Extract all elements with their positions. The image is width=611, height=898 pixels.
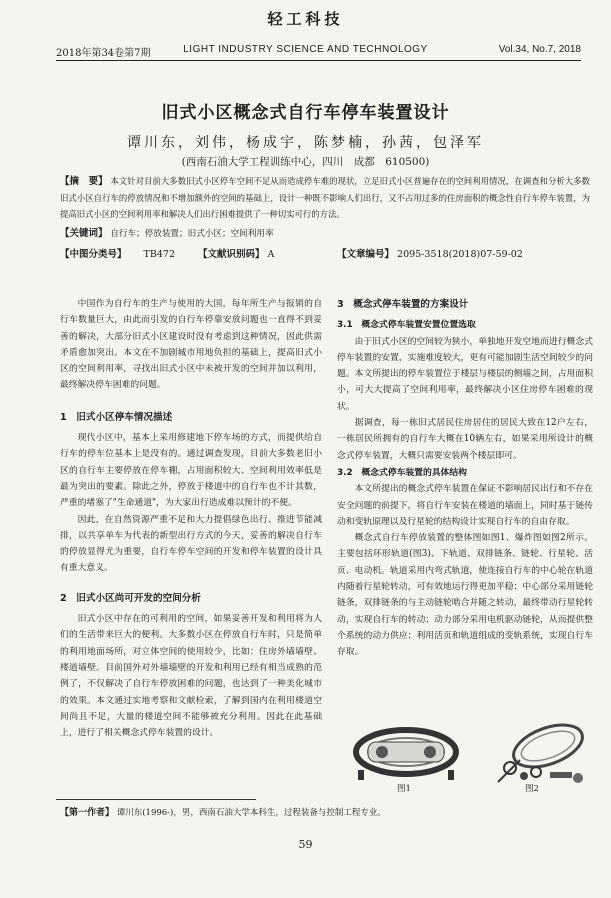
intro-paragraph: 中国作为自行车的生产与使用的大国，每年所生产与报销的自行车数量巨大，由此而引发的自行车停靠安放问题也一直得不到妥善的解决，大部分旧式小区建设时没有考虑到这种情况，因此供需矛盾愈加突出。本文在不加剧城市用地负担的基础上，提高旧式小区的空间利用率，寻找出旧式小区中未被开发的空间并加以利用，最终解决停车困难的问题。: [60, 299, 322, 391]
figure-2-caption: 图2: [525, 784, 539, 794]
section-3-1-heading: 3.1 概念式停车装置安置位置选取: [337, 320, 476, 331]
doc-code-value: A: [267, 249, 275, 260]
section-3-heading: 3 概念式停车装置的方案设计: [337, 299, 469, 310]
section-1-paragraph-1: 现代小区中，基本上采用修建地下停车场的方式，而提供给自行车的停车位基本上是没有的。通过调查发现，目前大多数老旧小区的自行车主要停放在停车棚，占用面积较大、空间利用效率低是最为突出的要素。除此之外，停放于楼道中的自行车也不计其数，严重的堵塞了"生命通道"，为大家出行造成难以预计的不便。: [60, 433, 322, 509]
article-title: 旧式小区概念式自行车停车装置设计: [161, 103, 450, 123]
right-column: [337, 297, 593, 661]
figures-area: [340, 720, 595, 790]
keywords: [60, 225, 590, 239]
footnote: [60, 805, 386, 818]
journal-name: 轻工科技: [267, 10, 344, 28]
section-3-2-paragraph-2: 概念式自行车停放装置的整体图如图1、爆炸图如图2所示。主要包括环形轨道(图3)、下轨道、双排链条、链轮、行星轮、活页、电动机。轨道采用内弯式轨道，使连接自行车的中心轮在轨道内随着行星轮转动，可有效地运行得更加平稳；中心部分采用链轮链条，双排链条的与主动链轮啮合并随之转动，最终带动行星轮转动，实现自行车的转动；动力部分采用电机驱动链轮，从而提供整个系统的动力供应；利用活页和轨道组成的变轨系统，实现自行车存取。: [337, 533, 593, 658]
volume-info: Vol.34, No.7, 2018: [498, 44, 581, 55]
author-list: 谭川东，刘伟，杨成宇，陈梦楠，孙茜，包泽军: [127, 135, 484, 151]
section-3-2-heading: 3.2 概念式停车装置的具体结构: [337, 467, 467, 478]
affiliation: (西南石油大学工程训练中心，四川 成都 610500): [181, 156, 430, 168]
footnote-text: 谭川东(1996-)，男，西南石油大学本科生，过程装备与控制工程专业。: [116, 808, 386, 818]
figure-1-assembly-image: [348, 720, 466, 782]
journal-english-name: LIGHT INDUSTRY SCIENCE AND TECHNOLOGY: [183, 44, 428, 55]
clc-number: [60, 246, 175, 260]
footnote-rule: [56, 799, 256, 800]
section-1-heading: 1 旧式小区停车情况描述: [60, 411, 173, 423]
section-3-1-paragraph-2: 据调查，每一栋旧式居民住房居住的居民大致在12户左右，一栋居民所拥有的自行车大概在10辆左右，如果采用所设计的概念式停车装置，大概只需要安装两个楼层即可。: [337, 418, 593, 461]
section-3-1-paragraph-1: 由于旧式小区的空间较为狭小，单独地开发空地而进行概念式停车装置的安置，实施难度较大，更有可能加剧生活空间较少的问题。本文所提出的停车装置位于楼层与楼层的侧墙之间，占用面积小，可大大提高了空间利用率，最终解决小区住房停车困难的现状。: [337, 336, 593, 412]
document-code: [198, 246, 274, 260]
section-2-paragraph-1: 旧式小区中存在的可利用的空间，如果妥善开发和利用将为人们的生活带来巨大的便利。大多数小区在停放自行车时，只是简单的利用地面场所，对立体空间的使用较少，比如：住房外墙墙壁、楼道墙壁。目前国外对外墙墙壁的开发和利用已经有相当成熟的范例了，不仅解决了自行车停放困难的问题，也达到了一种美化城市的效果。本文通过实地考察和文献检索，了解到国内在利用楼道空间尚且不足，大量的楼道空间不能够被充分利用。因此在此基础上，进行了相关概念式停车装置的设计。: [60, 614, 322, 739]
footnote-label: 【第一作者】: [60, 808, 115, 818]
section-2-heading: 2 旧式小区尚可开发的空间分析: [60, 592, 201, 604]
section-1-paragraph-2: 因此，在自然资源严重不足和大力提倡绿色出行、推进节能减排，以共享单车为代表的新型出行方式的今天，妥善的解决自行车的停放显得尤为重要，自行车停车空间的开发和停车装置的设计具有重大意义。: [60, 514, 322, 574]
section-3-2-paragraph-1: 本文所提出的概念式停车装置在保证不影响居民出行和不存在安全问题的前提下，将自行车安装在楼道的墙面上，同时基于链传动和变轨原理以及行星轮的结构设计实现自行车的自由存取。: [337, 484, 593, 527]
article-no-value: 2095-3518(2018)07-59-02: [397, 249, 523, 260]
keywords-label: 【关键词】: [60, 228, 108, 239]
abstract: [60, 173, 590, 222]
abstract-label: 【摘 要】: [60, 176, 108, 187]
article-no-label: 【文章编号】: [337, 249, 395, 260]
article-number: [337, 246, 523, 260]
keywords-text: 自行车；停放装置；旧式小区；空间利用率: [110, 229, 274, 239]
header-rule: [56, 60, 581, 61]
abstract-text: 本文针对目前大多数旧式小区停车空间不足从而造成停车难的现状，立足旧式小区普遍存在的空间利用情况，在调查和分析大多数旧式小区自行车的停放情况和不增加额外的空间的基础上，设计一种既不影响人们出行，又不占用过多的住房面积的概念性自行车停车装置，为提高旧式小区的空间利用率和解决人们出行困难提供了一种切实可行的方法。: [60, 176, 590, 219]
clc-label: 【中图分类号】: [60, 249, 127, 260]
left-column: [60, 296, 322, 741]
figure-2-exploded-view-image: [490, 720, 590, 788]
clc-value: TB472: [143, 249, 175, 260]
figure-1-caption: 图1: [397, 784, 411, 794]
issue-info: 2018年第34卷第7期: [56, 48, 151, 59]
doc-code-label: 【文献识别码】: [198, 249, 265, 260]
page-number: 59: [298, 838, 313, 851]
